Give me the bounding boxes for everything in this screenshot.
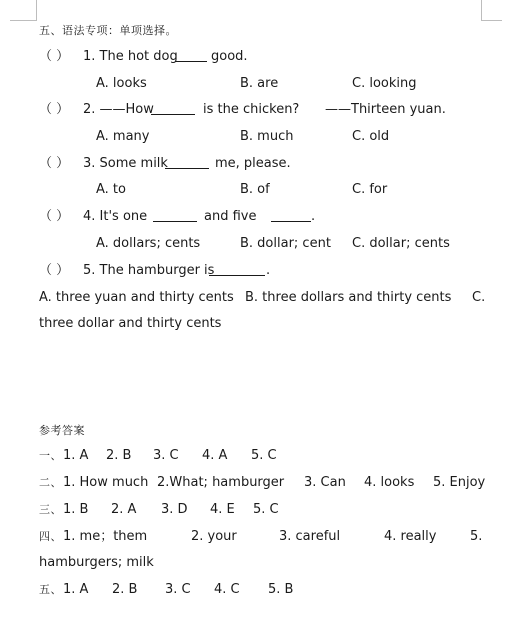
answer-item: 5. B [268, 582, 294, 597]
answer-item: 1. A [63, 582, 89, 597]
fill-blank [271, 209, 311, 222]
fill-blank [165, 156, 209, 169]
page-corner-mark-left [10, 0, 37, 21]
option-b: B. much [240, 129, 294, 144]
page-corner-mark-right [481, 0, 502, 21]
question-stem-end: . [311, 209, 316, 224]
answer-item: 4. C [214, 582, 240, 597]
question-stem: 4. It's one [83, 209, 148, 224]
fill-blank [175, 49, 207, 62]
question-stem: 5. The hamburger is [83, 263, 215, 278]
answer-item: 2. B [106, 448, 132, 463]
answer-parentheses: （ ） [39, 209, 70, 224]
answer-item: 4. E [210, 502, 235, 517]
question-stem-end: me, please. [215, 156, 291, 171]
option-a: A. looks [96, 76, 147, 91]
answer-parentheses: （ ） [39, 102, 70, 117]
question-reply: ——Thirteen yuan. [325, 102, 446, 117]
question-stem-end: . [266, 263, 271, 278]
question-stem: 3. Some milk [83, 156, 168, 171]
fill-blank [153, 209, 197, 222]
question-stem-mid: and five [204, 209, 257, 224]
option-a: A. to [96, 182, 126, 197]
option-a: A. three yuan and thirty cents [39, 290, 234, 305]
answer-parentheses: （ ） [39, 156, 70, 171]
option-c: C. looking [352, 76, 417, 91]
option-c-continued: three dollar and thirty cents [39, 316, 222, 331]
question-stem: 1. The hot dog [83, 49, 178, 64]
answer-item: 1. B [63, 502, 89, 517]
answer-item: 5. C [253, 502, 279, 517]
option-c: C. old [352, 129, 390, 144]
answer-item: 3. C [165, 582, 191, 597]
answer-item: 4. A [202, 448, 228, 463]
option-a: A. dollars; cents [96, 236, 201, 251]
answer-item: 3. D [161, 502, 188, 517]
answer-item: 5. C [251, 448, 277, 463]
answer-row-label: 五、 [39, 583, 62, 596]
answer-key-title: 参考答案 [39, 424, 85, 437]
answer-row-label: 一、 [39, 449, 62, 462]
question-stem: 2. ——How [83, 102, 154, 117]
option-c: C. [472, 290, 486, 305]
answer-item: 3. Can [304, 475, 346, 490]
answer-item: 5. Enjoy [433, 475, 486, 490]
option-b: B. of [240, 182, 270, 197]
answer-item: 1. me；them [63, 529, 148, 544]
answer-row-continued: hamburgers; milk [39, 555, 154, 570]
question-stem-mid: is the chicken? [203, 102, 300, 117]
answer-item: 3. careful [279, 529, 341, 544]
fill-blank [151, 102, 195, 115]
answer-parentheses: （ ） [39, 263, 70, 278]
answer-item: 4. really [384, 529, 437, 544]
section-title: 五、语法专项：单项选择。 [39, 24, 177, 37]
answer-row-label: 三、 [39, 503, 62, 516]
option-c: C. for [352, 182, 388, 197]
answer-item: 2.What; hamburger [157, 475, 285, 490]
option-b: B. are [240, 76, 279, 91]
option-a: A. many [96, 129, 150, 144]
answer-item: 3. C [153, 448, 179, 463]
answer-item: 2. B [112, 582, 138, 597]
fill-blank [209, 263, 265, 276]
answer-item: 2. your [191, 529, 237, 544]
question-stem-end: good. [211, 49, 248, 64]
answer-item: 4. looks [364, 475, 415, 490]
option-c: C. dollar; cents [352, 236, 450, 251]
answer-row-label: 四、 [39, 530, 62, 543]
answer-item: 2. A [111, 502, 137, 517]
answer-item: 5. [470, 529, 483, 544]
answer-row-label: 二、 [39, 476, 62, 489]
answer-item: 1. How much [63, 475, 149, 490]
answer-parentheses: （ ） [39, 49, 70, 64]
answer-item: 1. A [63, 448, 89, 463]
option-b: B. dollar; cent [240, 236, 331, 251]
option-b: B. three dollars and thirty cents [245, 290, 452, 305]
